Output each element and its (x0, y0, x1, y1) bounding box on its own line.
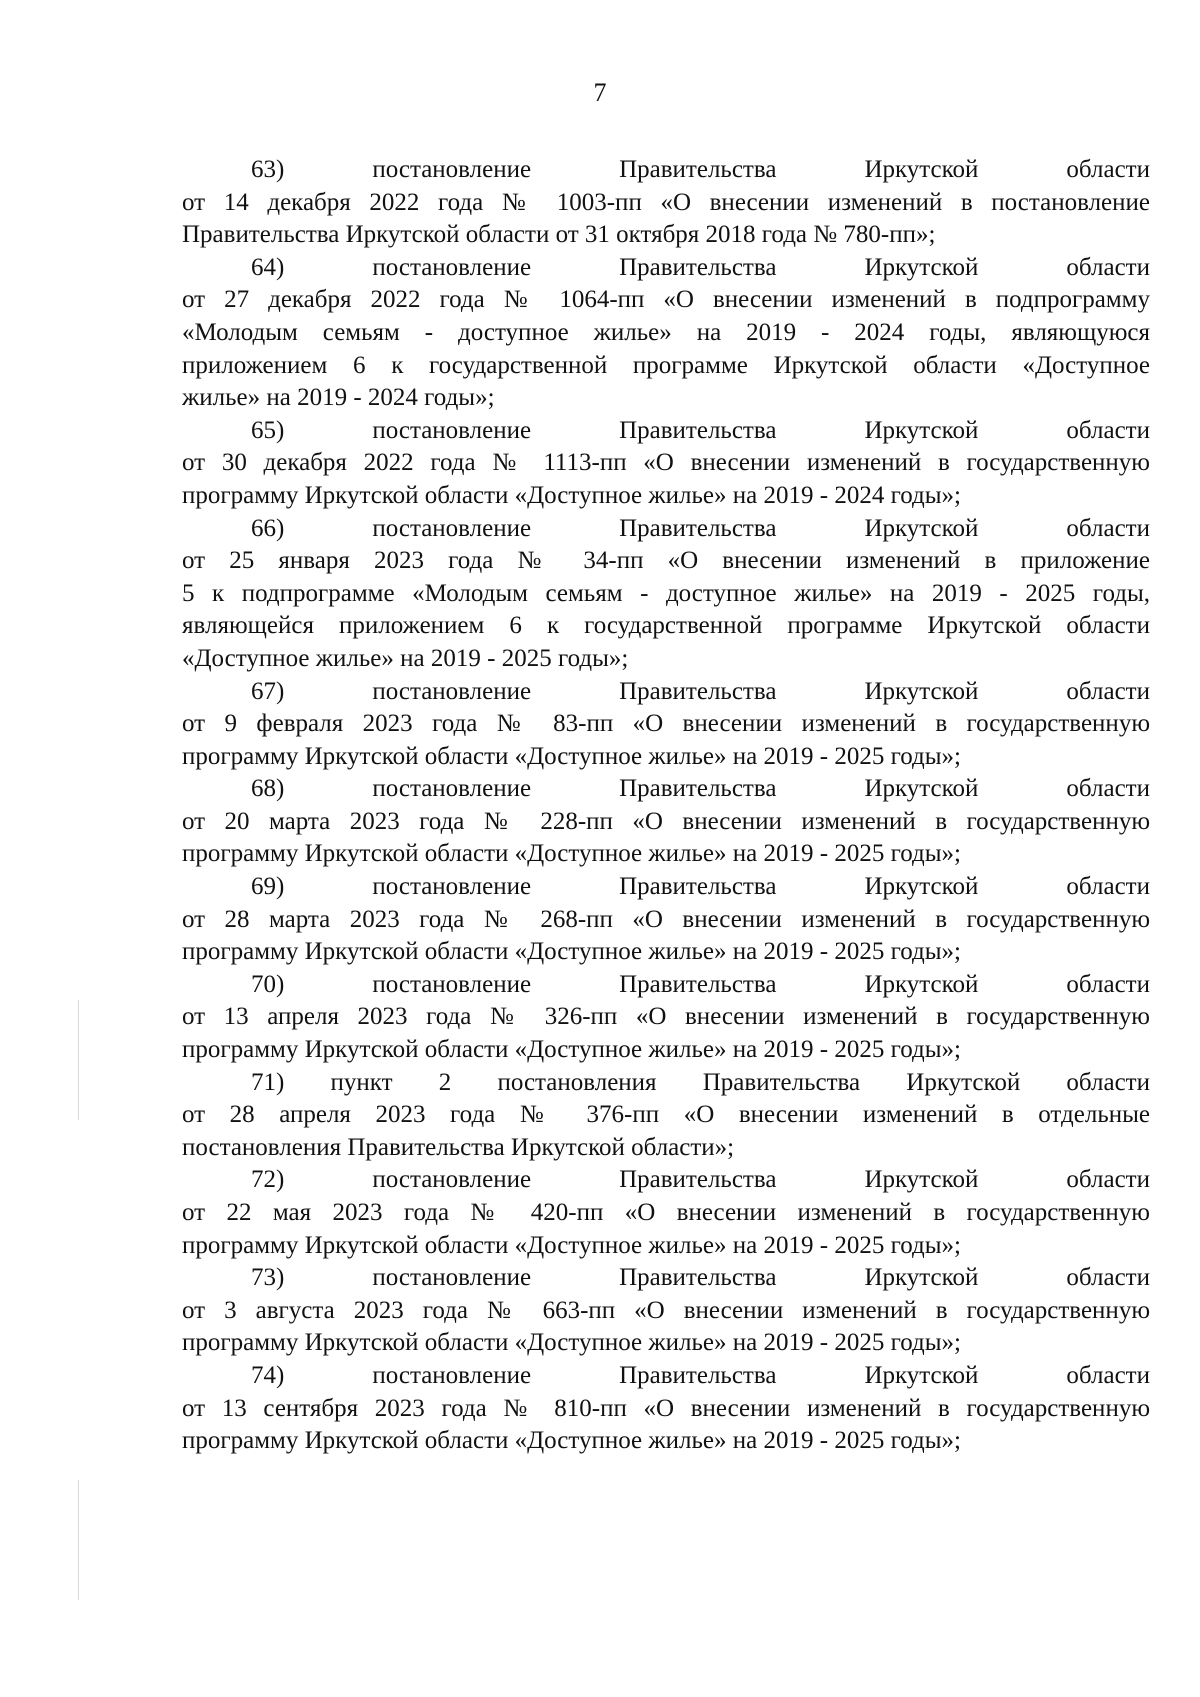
list-item-text-line: от 28 марта 2023 года № 268-пп «О внесении изменений в государственную (182, 905, 1150, 933)
list-item-text-line: программу Иркутской области «Доступное жилье» на 2019 - 2025 годы»; (182, 1427, 961, 1455)
list-item-text-line: «Доступное жилье» на 2019 - 2025 годы»; (182, 644, 629, 672)
list-item-text-line: 5 к подпрограмме «Молодым семьям - доступное жилье» на 2019 - 2025 годы, (182, 579, 1150, 607)
list-item-text-line: от 30 декабря 2022 года № 1113-пп «О внесении изменений в государственную (182, 449, 1150, 477)
list-item (182, 773, 1150, 871)
list-item-text-line: программу Иркутской области «Доступное жилье» на 2019 - 2025 годы»; (182, 1231, 961, 1259)
list-item-text-line: приложением 6 к государственной программе Иркутской области «Доступное (182, 351, 1150, 379)
scan-edge-mark (78, 1480, 79, 1600)
list-item-text-line: от 9 февраля 2023 года № 83-пп «О внесении изменений в государственную (182, 710, 1150, 738)
list-item (182, 252, 1150, 415)
list-item-heading-line: 71) пункт 2 постановления Правительства Иркутской области (251, 1068, 1150, 1096)
list-item-text-line: являющейся приложением 6 к государственной программе Иркутской области (182, 612, 1150, 640)
list-item-text-line: от 27 декабря 2022 года № 1064-пп «О внесении изменений в подпрограмму (182, 286, 1150, 314)
list-item-text-line: программу Иркутской области «Доступное жилье» на 2019 - 2025 годы»; (182, 1036, 961, 1064)
list-item-heading-line: 63) постановление Правительства Иркутской области (251, 156, 1150, 183)
list-item-text-line: программу Иркутской области «Доступное жилье» на 2019 - 2025 годы»; (182, 938, 961, 966)
list-item (182, 969, 1150, 1067)
list-item-text-line: от 28 апреля 2023 года № 376-пп «О внесении изменений в отдельные (182, 1101, 1150, 1129)
list-item-heading-line: 69) постановление Правительства Иркутской области (251, 873, 1150, 901)
list-item (182, 415, 1150, 513)
list-item-text-line: от 22 мая 2023 года № 420-пп «О внесении изменений в государственную (182, 1199, 1150, 1226)
document-body (182, 154, 1150, 1458)
list-item-text-line: «Молодым семьям - доступное жилье» на 2019 - 2024 годы, являющуюся (182, 318, 1150, 346)
list-item-heading-line: 70) постановление Правительства Иркутской области (251, 970, 1150, 998)
list-item (182, 871, 1150, 969)
list-item-heading-line: 64) постановление Правительства Иркутской области (251, 253, 1150, 281)
page-number: 7 (593, 78, 607, 107)
list-item-heading-line: 74) постановление Правительства Иркутской области (251, 1361, 1150, 1389)
scan-edge-mark (78, 1000, 79, 1120)
list-item (182, 513, 1150, 676)
list-item-text-line: от 13 сентября 2023 года № 810-пп «О внесении изменений в государственную (182, 1394, 1150, 1422)
list-item-heading-line: 73) постановление Правительства Иркутской области (251, 1264, 1150, 1292)
list-item (182, 676, 1150, 774)
list-item (182, 1164, 1150, 1262)
list-item (182, 1067, 1150, 1165)
list-item (182, 1360, 1150, 1458)
list-item-text-line: программу Иркутской области «Доступное жилье» на 2019 - 2024 годы»; (182, 481, 961, 509)
list-item-text-line: программу Иркутской области «Доступное жилье» на 2019 - 2025 годы»; (182, 742, 961, 770)
list-item (182, 1262, 1150, 1360)
list-item-text-line: от 13 апреля 2023 года № 326-пп «О внесении изменений в государственную (182, 1003, 1150, 1031)
list-item-heading-line: 72) постановление Правительства Иркутской области (251, 1166, 1150, 1194)
list-item-heading-line: 67) постановление Правительства Иркутской области (251, 677, 1150, 705)
list-item-text-line: от 14 декабря 2022 года № 1003-пп «О внесении изменений в постановление (182, 188, 1150, 216)
list-item-text-line: Правительства Иркутской области от 31 октября 2018 года № 780-пп»; (182, 221, 936, 249)
list-item-heading-line: 66) постановление Правительства Иркутской области (251, 514, 1150, 542)
list-item-text-line: программу Иркутской области «Доступное жилье» на 2019 - 2025 годы»; (182, 840, 961, 868)
list-item-heading-line: 65) постановление Правительства Иркутской области (251, 416, 1150, 444)
list-item-heading-line: 68) постановление Правительства Иркутской области (251, 775, 1150, 803)
list-item-text-line: жилье» на 2019 - 2024 годы»; (182, 384, 495, 412)
list-item-text-line: от 25 января 2023 года № 34-пп «О внесении изменений в приложение (182, 547, 1150, 575)
list-item-text-line: от 20 марта 2023 года № 228-пп «О внесении изменений в государственную (182, 807, 1150, 835)
list-item-text-line: постановления Правительства Иркутской области»; (182, 1133, 735, 1161)
list-item-text-line: программу Иркутской области «Доступное жилье» на 2019 - 2025 годы»; (182, 1329, 961, 1357)
list-item (182, 154, 1150, 252)
list-item-text-line: от 3 августа 2023 года № 663-пп «О внесении изменений в государственную (182, 1296, 1150, 1324)
